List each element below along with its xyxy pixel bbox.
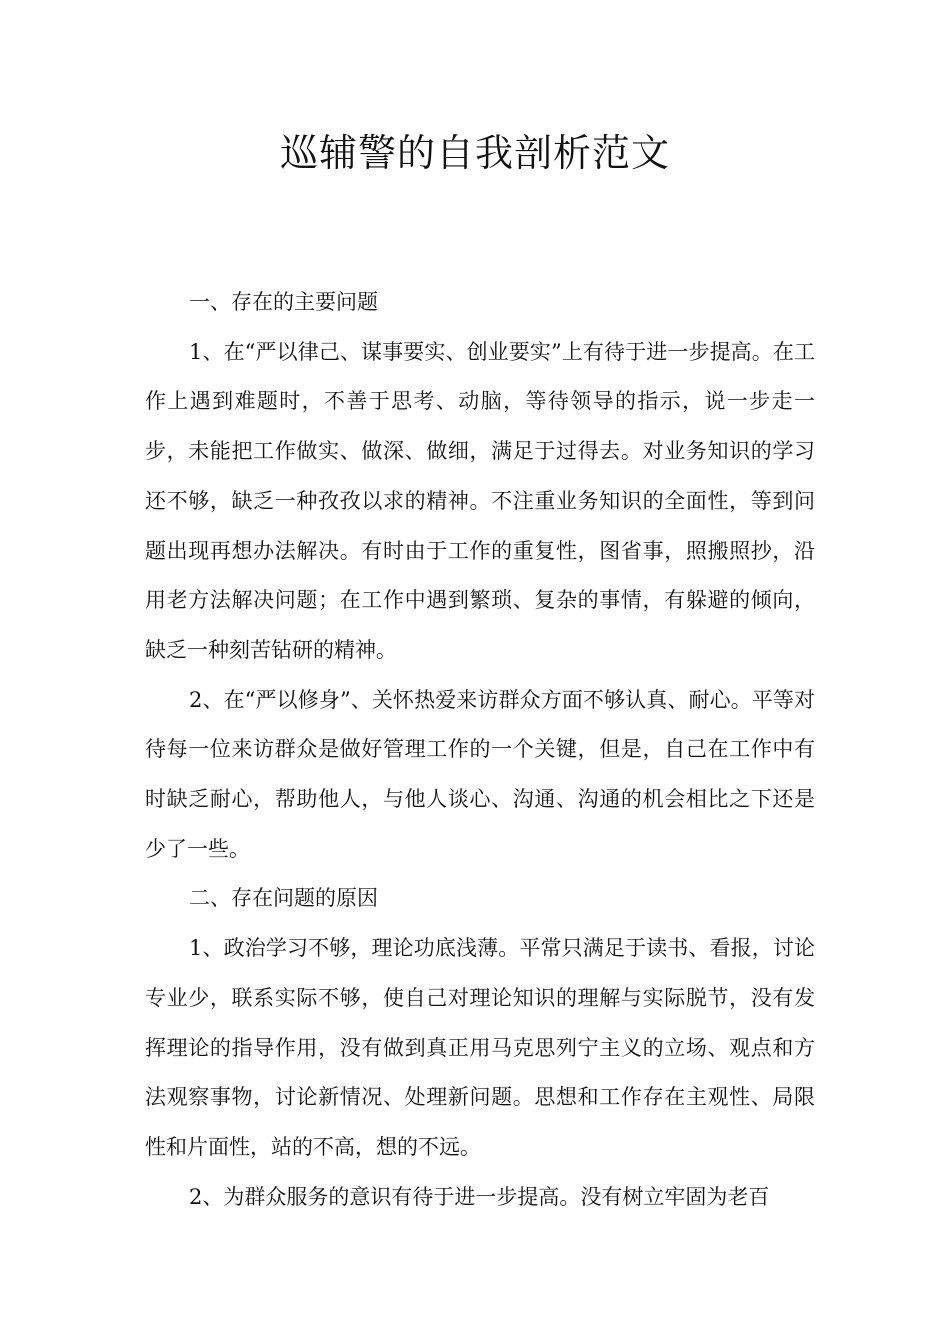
paragraph-cause-2: 2、为群众服务的意识有待于进一步提高。没有树立牢固为老百 bbox=[189, 1184, 770, 1209]
section-heading-causes: 二、存在问题的原因 bbox=[189, 886, 378, 911]
section-heading-problems: 一、存在的主要问题 bbox=[189, 290, 378, 314]
document-body bbox=[145, 278, 815, 1222]
document-title: 巡辅警的自我剖析范文 bbox=[279, 131, 670, 175]
paragraph-problem-1: 1、在“严以律己、谋事要实、创业要实”上有待于进一步提高。在工作上遇到难题时，不善于思考、动脑，等待领导的指示，说一步走一步，未能把工作做实、做深、做细，满足于过得去。对业务知识的学习还不够，缺乏一种孜孜以求的精神。不注重业务知识的全面性，等到问题出现再想办法解决。有时由于工作的重复性，图省事，照搬照抄，沿用老方法解决问题；在工作中遇到繁琐、复杂的事情，有躲避的倾向，缺乏一种刻苦钻研的精神。 bbox=[145, 339, 815, 662]
paragraph-cause-1: 1、政治学习不够，理论功底浅薄。平常只满足于读书、看报，讨论专业少，联系实际不够，使自己对理论知识的理解与实际脱节，没有发挥理论的指导作用，没有做到真正用马克思列宁主义的立场、观点和方法观察事物，讨论新情况、处理新问题。思想和工作存在主观性、局限性和片面性，站的不高，想的不远。 bbox=[145, 936, 815, 1159]
paragraph-problem-2: 2、在“严以修身”、关怀热爱来访群众方面不够认真、耐心。平等对待每一位来访群众是做好管理工作的一个关键，但是，自己在工作中有时缺乏耐心，帮助他人，与他人谈心、沟通、沟通的机会相比之下还是少了一些。 bbox=[145, 687, 815, 861]
